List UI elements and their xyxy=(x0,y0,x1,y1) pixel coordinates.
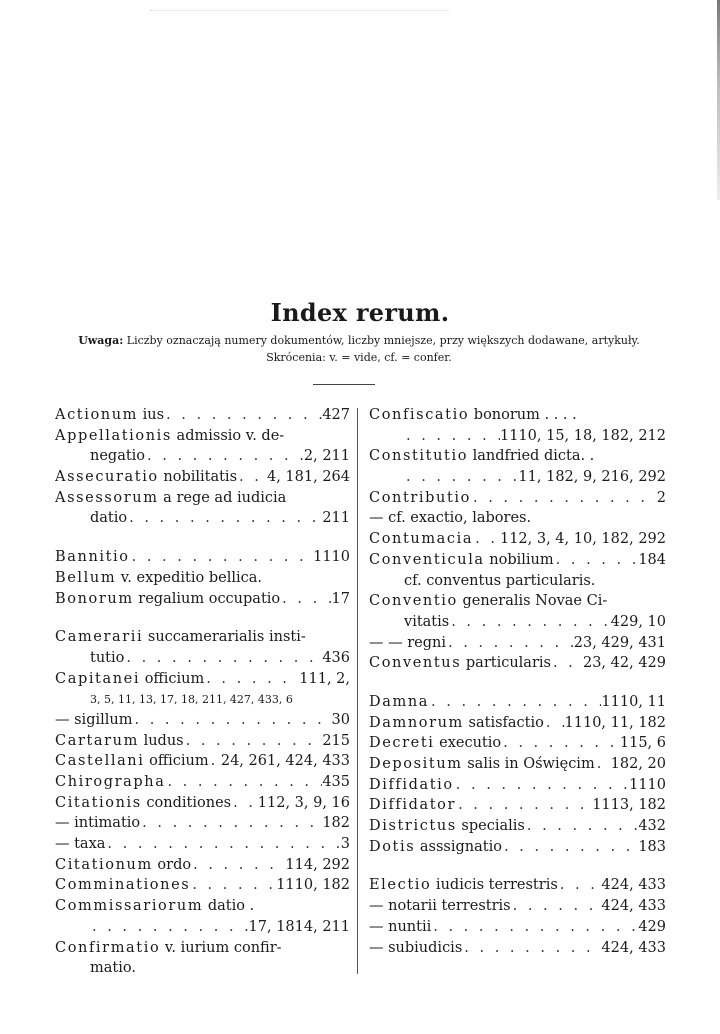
dot-leader xyxy=(404,467,518,488)
entry-text: datio . xyxy=(203,898,255,915)
entry-headword: Actionum xyxy=(55,407,139,423)
index-entry xyxy=(369,405,666,426)
abbrev-label: Skrócenia: xyxy=(266,351,326,364)
entry-text: nobilium xyxy=(484,551,554,568)
index-entry xyxy=(369,508,666,529)
entry-text: — intimatio xyxy=(55,815,141,832)
entry-text: negatio xyxy=(90,448,146,465)
index-entry xyxy=(369,896,666,917)
entry-references: 183 xyxy=(638,838,666,855)
section-gap xyxy=(55,609,350,627)
dot-leader xyxy=(501,733,620,754)
entry-headword: Contumacia xyxy=(369,531,474,548)
entry-headword: Depositum xyxy=(369,756,463,772)
entry-headword: Districtus xyxy=(369,818,457,835)
dot-leader xyxy=(90,917,249,938)
dot-leader xyxy=(140,813,322,834)
dot-leader xyxy=(456,795,592,816)
entry-text: matio. xyxy=(90,960,136,977)
entry-headword: Confiscatio xyxy=(369,407,470,423)
index-entry xyxy=(55,875,350,896)
index-entry xyxy=(369,775,666,796)
index-entry xyxy=(55,855,350,876)
entry-text: executio xyxy=(434,735,502,752)
index-entry xyxy=(55,446,350,467)
entry-headword: Contributio xyxy=(369,489,471,506)
entry-text: vitatis xyxy=(404,613,450,630)
index-entry xyxy=(369,837,666,858)
entry-references: 30 xyxy=(331,711,350,728)
dot-leader xyxy=(446,633,574,654)
entry-references: 1113, 182 xyxy=(592,797,666,814)
entry-text: conditiones xyxy=(141,794,232,811)
title-rule xyxy=(313,384,375,385)
index-entry xyxy=(369,446,666,467)
entry-references: 429, 10 xyxy=(610,613,666,630)
index-entry xyxy=(369,550,666,571)
dot-leader xyxy=(595,754,611,775)
page-title: Index rerum. xyxy=(270,298,450,328)
index-entry xyxy=(55,731,350,752)
entry-references: 111, 2, xyxy=(299,670,350,687)
entry-headword: Damnorum xyxy=(369,714,464,731)
section-gap xyxy=(369,674,666,692)
entry-references: 112, 3, 4, 10, 182, 292 xyxy=(499,531,666,548)
index-entry xyxy=(369,917,666,938)
entry-references: 114, 292 xyxy=(285,856,350,873)
index-entry xyxy=(55,467,350,488)
index-entry xyxy=(369,816,666,837)
index-entry xyxy=(369,529,666,550)
entry-text: v. iurium confir- xyxy=(160,939,282,956)
usage-note xyxy=(50,332,668,366)
entry-references: 1110, 11, 182 xyxy=(564,714,666,731)
index-entry xyxy=(369,938,666,959)
dot-leader xyxy=(105,834,340,855)
abbrev-text: v. = vide, cf. = confer. xyxy=(329,351,452,364)
index-entry xyxy=(55,958,350,979)
entry-references: 182, 20 xyxy=(610,756,666,772)
entry-headword: Dotis xyxy=(369,838,416,855)
note-label: Uwaga: xyxy=(78,334,124,347)
entry-references: 424, 433 xyxy=(601,877,666,894)
dot-leader xyxy=(502,837,638,858)
dot-leader xyxy=(449,612,610,633)
entry-text: admissio v. de- xyxy=(171,427,285,444)
dot-leader xyxy=(471,488,657,509)
dot-leader xyxy=(558,875,602,896)
entry-references: 17, 1814, 211 xyxy=(248,918,350,935)
entry-text: bonorum . . . . xyxy=(469,407,577,423)
dot-leader xyxy=(132,710,331,731)
index-entry xyxy=(369,488,666,509)
entry-references: 23, 42, 429 xyxy=(582,655,666,672)
dot-leader xyxy=(190,875,276,896)
dot-leader xyxy=(431,917,638,938)
entry-headword: Bellum xyxy=(55,569,117,586)
entry-headword: Confirmatio xyxy=(55,939,161,956)
entry-references: 424, 433 xyxy=(601,939,666,956)
entry-headword: Constitutio xyxy=(369,448,469,465)
index-entry xyxy=(369,467,666,488)
entry-text: — — regni xyxy=(369,634,446,651)
entry-text: iudicis terrestris xyxy=(431,877,558,894)
entry-text: — nuntii xyxy=(369,918,432,935)
scan-artifact xyxy=(150,10,450,21)
index-entry xyxy=(55,772,350,793)
index-entry xyxy=(55,751,350,772)
index-entry xyxy=(55,896,350,917)
entry-text: tutio xyxy=(90,649,125,666)
dot-leader xyxy=(511,896,602,917)
index-entry xyxy=(369,754,666,775)
index-entry xyxy=(369,733,666,754)
entry-headword: Commissariorum xyxy=(55,898,204,915)
entry-references: 184 xyxy=(638,551,666,568)
index-entry xyxy=(55,426,350,447)
index-entry xyxy=(55,508,350,529)
entry-text: ius xyxy=(138,407,165,423)
index-entry xyxy=(55,405,350,426)
entry-headword: Assessorum xyxy=(55,489,159,506)
section-gap xyxy=(55,529,350,547)
entry-references: 429 xyxy=(638,918,666,935)
entry-headword: Comminationes xyxy=(55,877,191,894)
entry-text: ordo xyxy=(152,856,192,873)
dot-leader xyxy=(551,653,583,674)
entry-headword: Castellani xyxy=(55,753,145,770)
entry-references: 23, 429, 431 xyxy=(573,634,666,651)
index-entry xyxy=(369,426,666,447)
entry-text: — subiudicis xyxy=(369,939,463,956)
index-entry xyxy=(369,612,666,633)
entry-references: 11, 182, 9, 216, 292 xyxy=(518,469,666,486)
index-entry xyxy=(369,795,666,816)
index-entry xyxy=(55,938,350,959)
entry-text: officium xyxy=(144,753,209,770)
entry-references: 1110 xyxy=(629,776,666,793)
entry-headword: Cartarum xyxy=(55,732,139,749)
index-entry xyxy=(55,813,350,834)
dot-leader xyxy=(130,547,313,568)
dot-leader xyxy=(191,855,285,876)
dot-leader xyxy=(280,589,331,610)
entry-text: succamerarialis insti- xyxy=(143,629,306,646)
entry-references: 112, 3, 9, 16 xyxy=(257,794,350,811)
entry-text: satisfactio xyxy=(463,714,544,731)
dot-leader xyxy=(454,775,629,796)
index-entry xyxy=(55,627,350,648)
dot-leader xyxy=(544,713,565,734)
entry-references: 4, 181, 264 xyxy=(266,469,350,486)
entry-text: nobilitatis xyxy=(158,469,238,486)
entry-text: cf. conventus particularis. xyxy=(404,572,596,589)
entry-references: 436 xyxy=(322,649,350,666)
entry-text: a rege ad iudicia xyxy=(158,489,287,506)
entry-references: 1110, 11 xyxy=(601,693,666,710)
index-entry xyxy=(369,571,666,592)
index-entry xyxy=(369,875,666,896)
dot-leader xyxy=(184,731,323,752)
dot-leader xyxy=(209,751,221,772)
entry-text: ludus xyxy=(138,732,184,749)
dot-leader xyxy=(165,772,322,793)
entry-references: 2, 211 xyxy=(303,448,350,465)
entry-text: — sigillum xyxy=(55,711,133,728)
index-entry xyxy=(55,669,350,690)
dot-leader xyxy=(204,669,299,690)
index-entry xyxy=(55,589,350,610)
entry-text: landfried dicta. . xyxy=(468,448,595,465)
entry-references: 24, 261, 424, 433 xyxy=(220,753,350,770)
entry-text: — cf. exactio, labores. xyxy=(369,510,532,527)
entry-text: salis in Oświęcim xyxy=(462,756,595,772)
entry-headword: Citationum xyxy=(55,856,153,873)
entry-references: 424, 433 xyxy=(601,898,666,915)
entry-text: generalis Novae Ci- xyxy=(457,593,608,610)
entry-headword: Diffidator xyxy=(369,797,457,814)
entry-references: 17 xyxy=(331,590,350,607)
entry-headword: Decreti xyxy=(369,735,435,752)
dot-leader xyxy=(525,816,638,837)
entry-references: 3 xyxy=(340,836,350,853)
dot-leader xyxy=(473,529,500,550)
entry-headword: Bannitio xyxy=(55,549,130,566)
entry-text: v. expeditio bellica. xyxy=(116,569,262,586)
entry-text: datio xyxy=(90,510,128,527)
entry-text: particularis xyxy=(461,655,551,672)
entry-headword: Damna xyxy=(369,693,430,710)
dot-leader xyxy=(429,692,601,713)
index-entry xyxy=(55,547,350,568)
index-entry xyxy=(369,713,666,734)
entry-references: 1110 xyxy=(313,549,350,566)
entry-references: 427 xyxy=(322,407,350,423)
entry-references: 115, 6 xyxy=(619,735,666,752)
entry-text: asssignatio xyxy=(415,838,502,855)
index-entry xyxy=(55,648,350,669)
index-entry xyxy=(55,710,350,731)
entry-headword: Electio xyxy=(369,877,432,894)
index-column-left xyxy=(55,405,350,979)
dot-leader xyxy=(554,550,639,571)
index-entry xyxy=(369,692,666,713)
dot-leader xyxy=(145,446,304,467)
entry-headword: Citationis xyxy=(55,794,142,811)
entry-references: 182 xyxy=(322,815,350,832)
index-entry xyxy=(55,834,350,855)
entry-headword: Conventus xyxy=(369,655,462,672)
index-entry xyxy=(369,633,666,654)
entry-headword: Appellationis xyxy=(55,427,172,444)
dot-leader xyxy=(404,426,500,447)
index-entry xyxy=(55,488,350,509)
entry-references: 1110, 182 xyxy=(276,877,350,894)
entry-text: 3, 5, 11, 13, 17, 18, 211, 427, 433, 6 xyxy=(90,693,293,707)
section-gap xyxy=(369,857,666,875)
dot-leader xyxy=(231,793,258,814)
index-column-right xyxy=(369,405,666,958)
entry-headword: Camerarii xyxy=(55,629,144,646)
dot-leader xyxy=(164,405,322,426)
index-entry xyxy=(369,591,666,612)
entry-headword: Conventicula xyxy=(369,551,485,568)
index-entry xyxy=(55,689,350,710)
entry-references: 1110, 15, 18, 182, 212 xyxy=(499,427,666,444)
dot-leader xyxy=(124,648,322,669)
index-entry xyxy=(55,917,350,938)
entry-references: 435 xyxy=(322,774,350,790)
entry-headword: Chirographa xyxy=(55,774,166,790)
note-text: Liczby oznaczają numery dokumentów, liczby mniejsze, przy większych dodawane, artykuły. xyxy=(126,334,640,347)
entry-text: specialis xyxy=(456,818,525,835)
entry-headword: Conventio xyxy=(369,593,458,610)
column-divider xyxy=(357,408,358,974)
dot-leader xyxy=(237,467,267,488)
entry-text: officium xyxy=(140,670,205,687)
entry-references: 2 xyxy=(656,489,666,506)
entry-references: 211 xyxy=(322,510,350,527)
note-line-1 xyxy=(50,332,668,349)
entry-headword: Bonorum xyxy=(55,590,134,607)
entry-references: 432 xyxy=(638,818,666,835)
dot-leader xyxy=(462,938,601,959)
entry-text: — notarii terrestris xyxy=(369,898,511,915)
entry-headword: Capitanei xyxy=(55,670,141,687)
entry-headword: Assecuratio xyxy=(55,469,159,486)
entry-headword: Diffidatio xyxy=(369,776,454,793)
entry-text: regalium occupatio xyxy=(133,590,281,607)
entry-text: — taxa xyxy=(55,836,106,853)
index-entry xyxy=(55,568,350,589)
dot-leader xyxy=(127,508,322,529)
index-entry xyxy=(369,653,666,674)
entry-references: 215 xyxy=(322,732,350,749)
note-line-2 xyxy=(50,349,668,366)
index-entry xyxy=(55,793,350,814)
